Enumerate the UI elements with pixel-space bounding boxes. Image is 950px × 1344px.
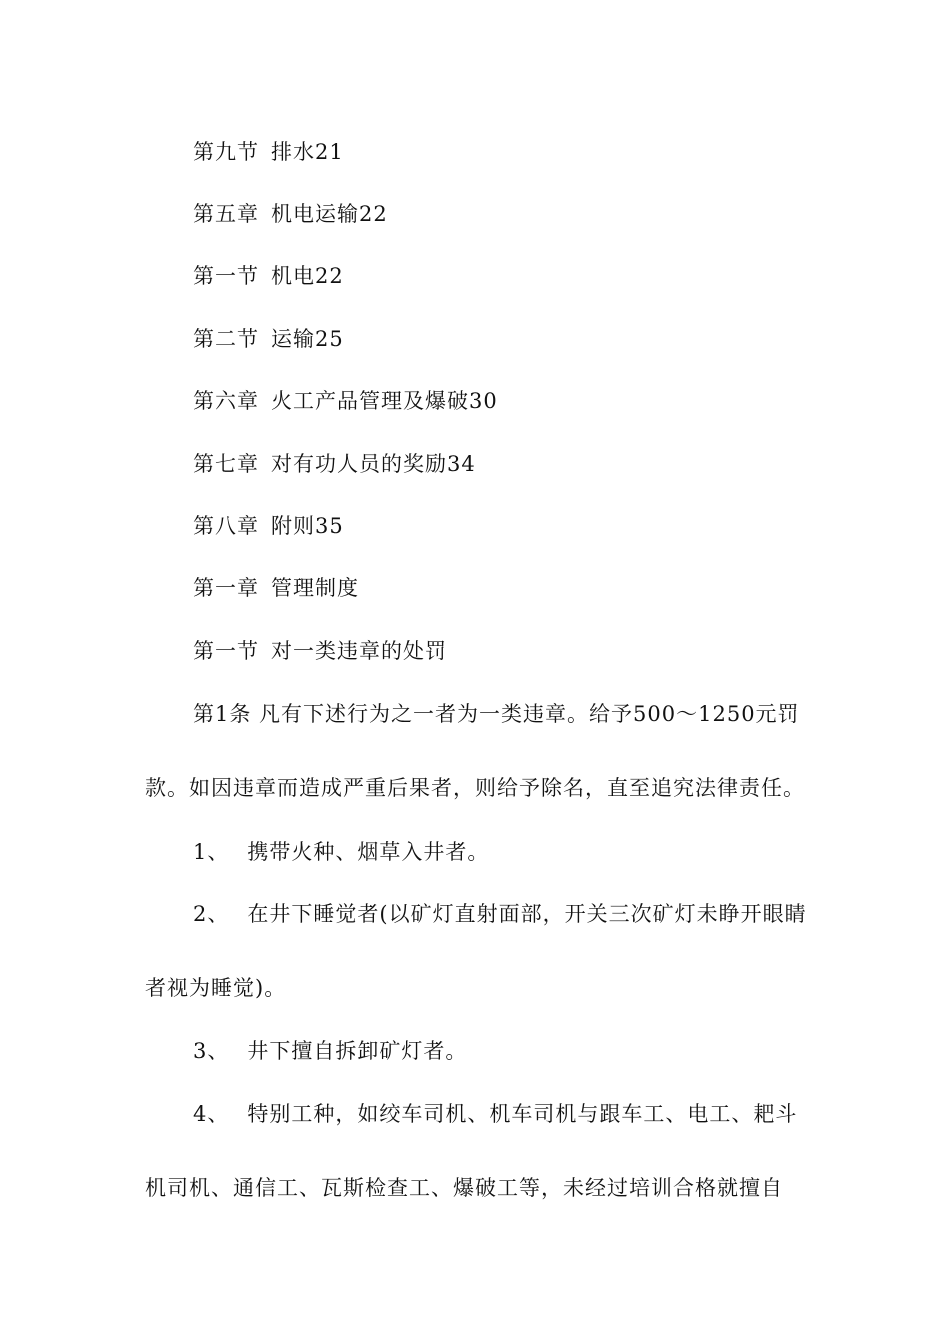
toc-entry xyxy=(193,450,476,478)
item-text: 在井下睡觉者(以矿灯直射面部，开关三次矿灯未睁开眼睛 xyxy=(247,902,807,926)
section-title: 对一类违章的处罚 xyxy=(271,639,447,663)
article-line: 第1条 凡有下述行为之一者为一类违章。给予500～1250元罚 xyxy=(193,702,800,726)
toc-title: 机电22 xyxy=(271,264,344,288)
chapter-number: 第一章 xyxy=(193,576,259,600)
item-continuation: 者视为睡觉)。 xyxy=(145,976,287,1000)
toc-entry xyxy=(193,325,344,353)
article-line: 款。如因违章而造成严重后果者，则给予除名，直至追究法律责任。 xyxy=(145,776,805,800)
section-number: 第一节 xyxy=(193,639,259,663)
toc-entry xyxy=(193,387,498,415)
toc-title: 火工产品管理及爆破30 xyxy=(271,389,498,413)
chapter-heading xyxy=(193,574,359,602)
item-text: 井下擅自拆卸矿灯者。 xyxy=(247,1039,468,1063)
toc-number: 第一节 xyxy=(193,264,259,288)
item-number: 2、 xyxy=(193,902,230,926)
toc-number: 第六章 xyxy=(193,389,259,413)
section-heading xyxy=(193,637,447,665)
toc-number: 第七章 xyxy=(193,452,259,476)
list-item xyxy=(193,838,489,866)
toc-number: 第八章 xyxy=(193,514,259,538)
toc-entry xyxy=(193,138,344,166)
list-item xyxy=(193,1100,797,1128)
toc-entry xyxy=(193,262,344,290)
toc-number: 第二节 xyxy=(193,327,259,351)
toc-title: 机电运输22 xyxy=(271,202,388,226)
toc-entry xyxy=(193,512,344,540)
toc-title: 排水21 xyxy=(271,140,344,164)
item-number: 1、 xyxy=(193,840,230,864)
toc-title: 附则35 xyxy=(271,514,344,538)
item-text: 携带火种、烟草入井者。 xyxy=(247,840,490,864)
toc-number: 第五章 xyxy=(193,202,259,226)
list-item xyxy=(193,900,807,928)
item-text: 特别工种，如绞车司机、机车司机与跟车工、电工、耙斗 xyxy=(247,1102,798,1126)
item-number: 3、 xyxy=(193,1039,230,1063)
item-number: 4、 xyxy=(193,1102,230,1126)
chapter-title: 管理制度 xyxy=(271,576,359,600)
toc-title: 对有功人员的奖励34 xyxy=(271,452,476,476)
item-continuation: 机司机、通信工、瓦斯检查工、爆破工等，未经过培训合格就擅自 xyxy=(145,1176,783,1200)
toc-number: 第九节 xyxy=(193,140,259,164)
list-item xyxy=(193,1037,467,1065)
toc-title: 运输25 xyxy=(271,327,344,351)
toc-entry xyxy=(193,200,388,228)
